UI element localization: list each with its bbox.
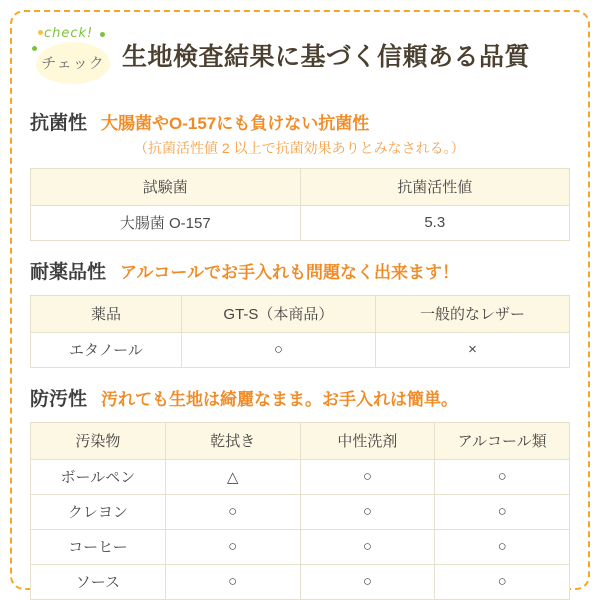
table-row	[31, 564, 570, 599]
decorative-dot-icon	[32, 46, 37, 51]
table-cell: ソース	[31, 564, 166, 599]
table-cell-mark: ○	[165, 494, 300, 529]
table-row	[31, 494, 570, 529]
section-label: 防汚性	[30, 388, 88, 410]
section-stain-resistance	[30, 384, 570, 600]
table-cell-mark: ○	[435, 459, 570, 494]
section-description: 大腸菌やO-157にも負けない抗菌性	[101, 114, 370, 133]
table-row	[31, 205, 570, 240]
table-cell-mark: ○	[300, 459, 435, 494]
content-area	[30, 22, 570, 600]
page-title: 生地検査結果に基づく信頼ある品質	[122, 43, 531, 71]
check-badge	[30, 24, 116, 90]
section-description: アルコールでお手入れも問題なく出来ます！	[120, 262, 459, 282]
decorative-dot-icon	[38, 30, 43, 35]
table-cell: クレヨン	[31, 494, 166, 529]
table-cell-mark: ○	[435, 494, 570, 529]
table-row	[31, 459, 570, 494]
column-header: GT-S（本商品）	[181, 295, 375, 332]
column-header: 抗菌活性値	[300, 168, 570, 205]
section-heading	[30, 108, 570, 136]
column-header: 一般的なレザー	[375, 295, 569, 332]
table-header-row	[31, 295, 570, 332]
section-antibacterial	[30, 108, 570, 241]
table-cell-mark: ○	[435, 529, 570, 564]
table-cell-mark: ○	[300, 529, 435, 564]
table-cell: コーヒー	[31, 529, 166, 564]
table-cell-mark: △	[165, 459, 300, 494]
table-cell-mark: ×	[375, 332, 569, 367]
page-header	[30, 22, 570, 92]
chemical-resistance-table	[30, 295, 570, 368]
table-cell-mark: ○	[165, 529, 300, 564]
table-cell-mark: ○	[300, 564, 435, 599]
section-chemical-resistance	[30, 257, 570, 368]
column-header: 汚染物	[31, 422, 166, 459]
table-cell-mark: ○	[181, 332, 375, 367]
section-note: （抗菌活性値 2 以上で抗菌効果ありとみなされる。）	[134, 139, 465, 156]
table-cell: ボールペン	[31, 459, 166, 494]
stain-resistance-table	[30, 422, 570, 600]
column-header: 中性洗剤	[300, 422, 435, 459]
table-row	[31, 332, 570, 367]
column-header: 乾拭き	[165, 422, 300, 459]
table-cell-mark: ○	[435, 564, 570, 599]
column-header: アルコール類	[435, 422, 570, 459]
table-cell-mark: ○	[165, 564, 300, 599]
table-header-row	[31, 422, 570, 459]
section-label: 抗菌性	[30, 113, 88, 134]
section-heading	[30, 384, 570, 412]
badge-english-label: check!	[44, 26, 94, 41]
section-description: 汚れても生地は綺麗なまま。お手入れは簡単。	[101, 389, 459, 409]
table-cell: 5.3	[300, 205, 570, 240]
section-heading	[30, 257, 570, 285]
table-cell-mark: ○	[300, 494, 435, 529]
table-header-row	[31, 168, 570, 205]
column-header: 試験菌	[31, 168, 301, 205]
column-header: 薬品	[31, 295, 182, 332]
badge-japanese-label: チェック	[41, 55, 105, 72]
table-cell: エタノール	[31, 332, 182, 367]
section-label: 耐薬品性	[30, 261, 107, 283]
table-cell: 大腸菌 O-157	[31, 205, 301, 240]
antibacterial-table	[30, 168, 570, 241]
table-row	[31, 529, 570, 564]
decorative-dot-icon	[100, 32, 105, 37]
